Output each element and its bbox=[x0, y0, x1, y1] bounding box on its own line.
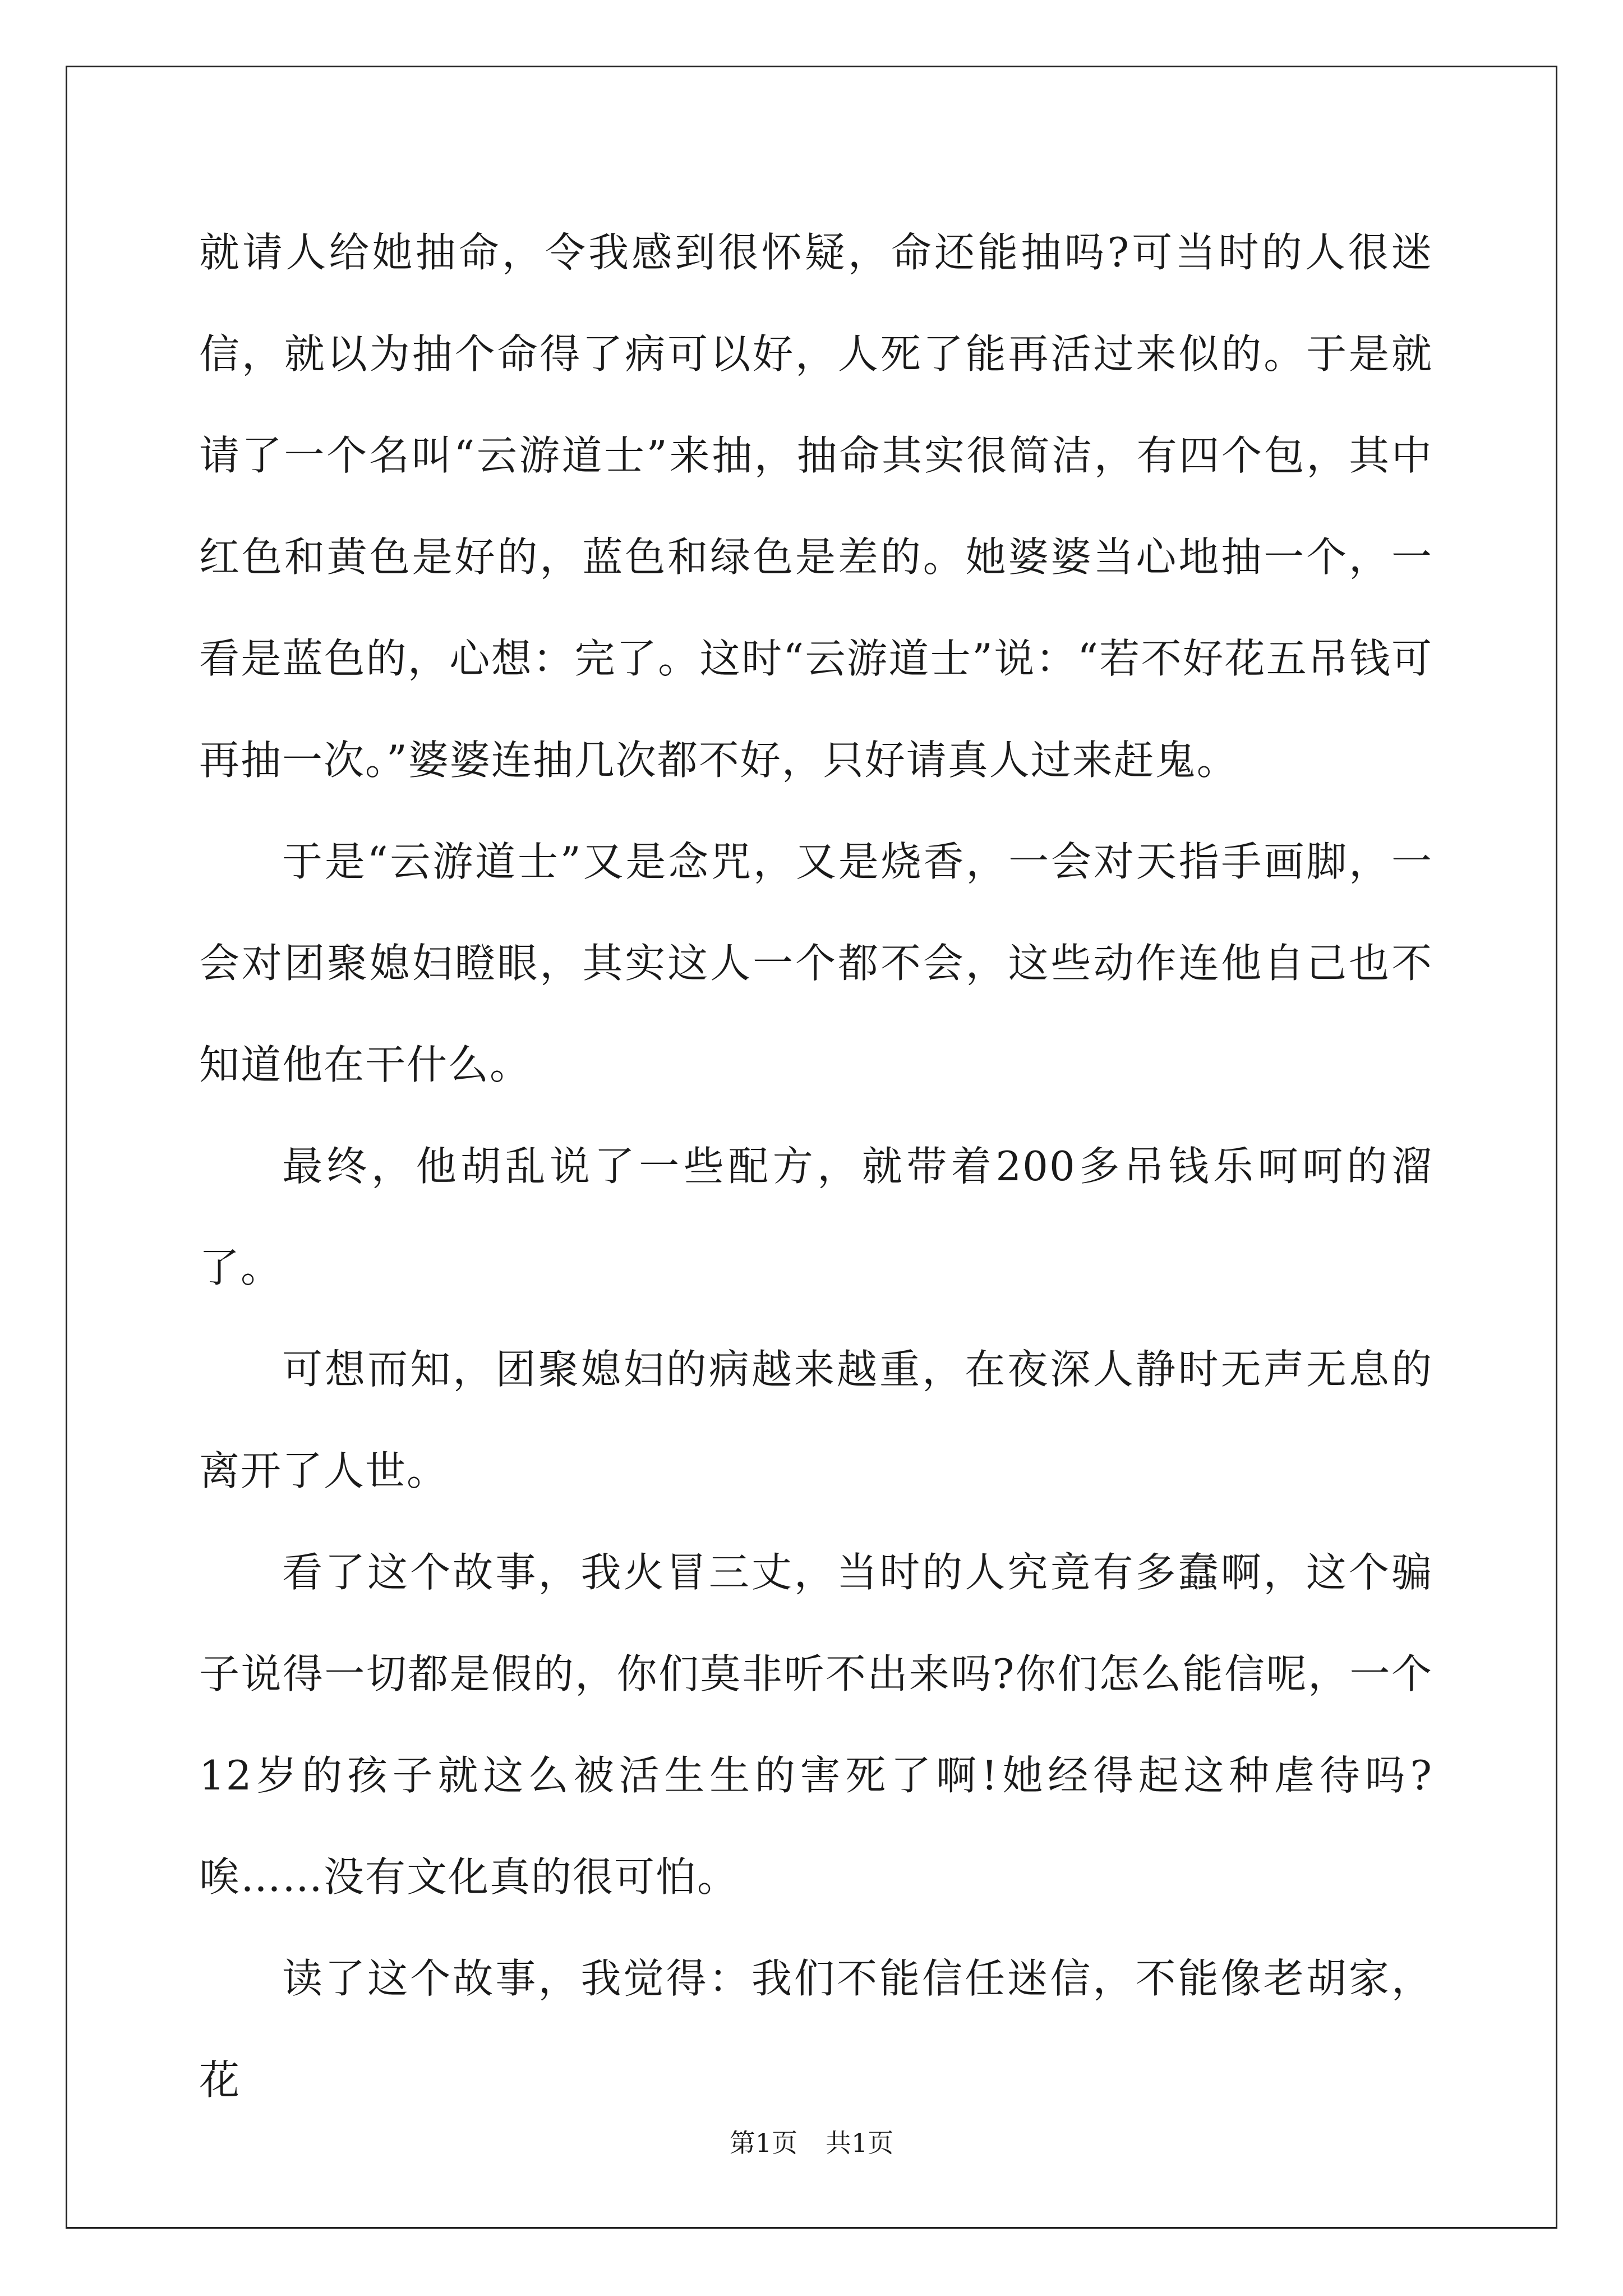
paragraph-2: 于是“云游道士”又是念咒，又是烧香，一会对天指手画脚，一会对团聚媳妇瞪眼，其实这人一个都不会，这些动作连他自己也不知道他在干什么。 bbox=[199, 838, 1433, 1088]
paragraph-1: 就请人给她抽命，令我感到很怀疑，命还能抽吗?可当时的人很迷信，就以为抽个命得了病可以好，人死了能再活过来似的。于是就请了一个名叫“云游道士”来抽，抽命其实很简洁，有四个包，其中红色和黄色是好的，蓝色和绿色是差的。她婆婆当心地抽一个，一看是蓝色的，心想：完了。这时“云游道士”说：“若不好花五吊钱可再抽一次。”婆婆连抽几次都不好，只好请真人过来赶鬼。 bbox=[199, 229, 1433, 784]
page-total: 共1页 bbox=[826, 2128, 894, 2158]
paragraph-6: 读了这个故事，我觉得：我们不能信任迷信，不能像老胡家，花 bbox=[199, 1955, 1433, 2104]
page-number: 第1页 bbox=[729, 2128, 797, 2158]
paragraph-5: 看了这个故事，我火冒三丈，当时的人究竟有多蠢啊，这个骗子说得一切都是假的，你们莫非听不出来吗?你们怎么能信呢，一个12岁的孩子就这么被活生生的害死了啊!她经得起这种虐待吗?唉……没有文化真的很可怕。 bbox=[199, 1549, 1433, 1901]
paragraph-4: 可想而知，团聚媳妇的病越来越重，在夜深人静时无声无息的离开了人世。 bbox=[199, 1346, 1433, 1494]
document-body bbox=[199, 202, 1433, 2131]
paragraph-3: 最终，他胡乱说了一些配方，就带着200多吊钱乐呵呵的溜了。 bbox=[199, 1143, 1433, 1291]
page-footer bbox=[0, 2126, 1623, 2160]
